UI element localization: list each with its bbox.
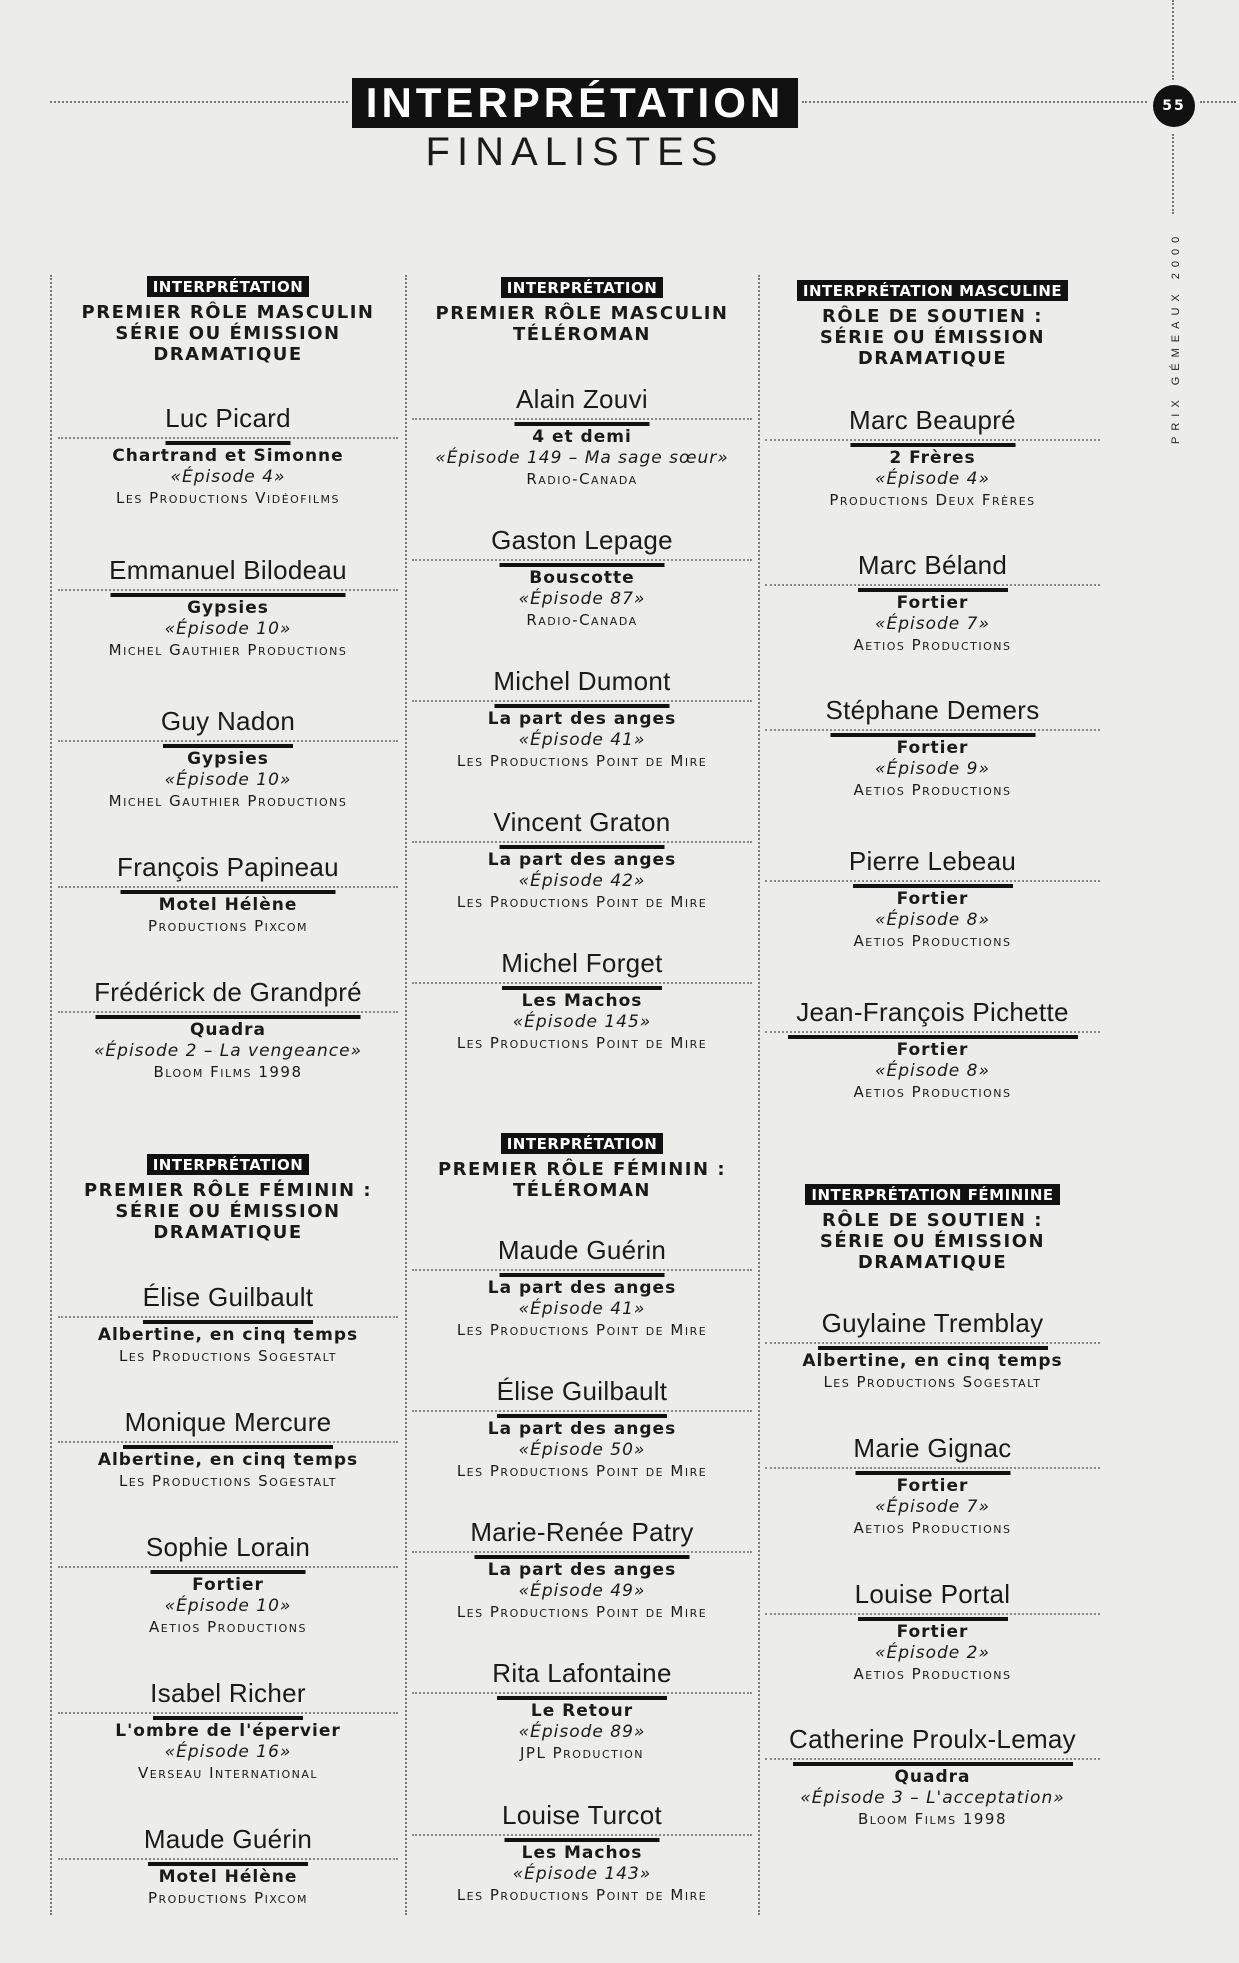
episode: «Épisode 9» <box>875 759 990 779</box>
nominee-entry <box>58 555 398 660</box>
name-rule <box>58 1564 398 1574</box>
nominee-name: Michel Dumont <box>493 666 671 696</box>
page-subtitle: FINALISTES <box>425 130 725 174</box>
show-title: Chartrand et Simonne <box>112 446 344 466</box>
name-rule <box>58 1314 398 1324</box>
nominee-entry <box>765 997 1100 1102</box>
production-company: Les Productions Point de Mire <box>456 1321 708 1339</box>
production-company: Michel Gauthier Productions <box>108 641 348 659</box>
category-title: PREMIER RÔLE MASCULIN SÉRIE OU ÉMISSION DRAMATIQUE <box>81 302 375 365</box>
nominee-name: Sophie Lorain <box>145 1532 311 1562</box>
show-title: La part des anges <box>487 1419 677 1439</box>
episode: «Épisode 145» <box>512 1012 652 1032</box>
name-rule <box>765 1756 1100 1766</box>
episode: «Épisode 41» <box>518 730 646 750</box>
page-number-badge: 55 <box>1153 85 1195 127</box>
name-rule <box>58 884 398 894</box>
episode: «Épisode 2 – La vengeance» <box>93 1041 363 1061</box>
show-title: Albertine, en cinq temps <box>97 1325 359 1345</box>
name-rule <box>58 1439 398 1449</box>
category-block <box>58 276 398 365</box>
production-company: Productions Pixcom <box>147 917 308 935</box>
production-company: JPL Production <box>520 1744 644 1762</box>
episode: «Épisode 41» <box>518 1299 646 1319</box>
episode: «Épisode 89» <box>518 1722 646 1742</box>
nominee-entry <box>765 1308 1100 1392</box>
episode: «Épisode 87» <box>518 589 646 609</box>
nominee-name: Élise Guilbault <box>496 1376 668 1406</box>
nominee-entry <box>412 1800 752 1905</box>
name-rule <box>412 1690 752 1700</box>
nominee-name: Marie Gignac <box>853 1433 1012 1463</box>
nominee-entry <box>765 846 1100 951</box>
nominee-name: Louise Portal <box>854 1579 1011 1609</box>
category-title: PREMIER RÔLE FÉMININ : TÉLÉROMAN <box>437 1159 727 1201</box>
name-rule <box>58 738 398 748</box>
show-title: Le Retour <box>530 1701 634 1721</box>
name-rule <box>58 435 398 445</box>
show-title: Motel Hélène <box>158 895 298 915</box>
nominee-entry <box>412 1658 752 1763</box>
nominee-name: Maude Guérin <box>497 1235 667 1265</box>
production-company: Verseau International <box>138 1764 318 1782</box>
show-title: La part des anges <box>487 709 677 729</box>
episode: «Épisode 143» <box>512 1864 652 1884</box>
name-rule <box>765 1029 1100 1039</box>
production-company: Michel Gauthier Productions <box>108 792 348 810</box>
show-title: 2 Frères <box>889 448 976 468</box>
episode: «Épisode 4» <box>170 467 286 487</box>
nominee-name: Jean-François Pichette <box>796 997 1069 1027</box>
category-block <box>765 280 1100 369</box>
episode: «Épisode 3 – L'acceptation» <box>800 1788 1065 1808</box>
nominee-entry <box>58 1532 398 1637</box>
nominee-entry <box>412 525 752 630</box>
nominee-name: Guylaine Tremblay <box>821 1308 1044 1338</box>
category-tag: INTERPRÉTATION <box>501 1133 664 1154</box>
episode: «Épisode 10» <box>164 770 292 790</box>
category-block <box>412 277 752 345</box>
category-block <box>412 1133 752 1201</box>
name-rule <box>412 980 752 990</box>
name-rule <box>58 1710 398 1720</box>
name-rule <box>412 1408 752 1418</box>
show-title: 4 et demi <box>532 427 632 447</box>
nominee-name: Monique Mercure <box>124 1407 332 1437</box>
nominee-entry <box>412 1235 752 1340</box>
nominee-name: Vincent Graton <box>493 807 671 837</box>
nominee-entry <box>58 706 398 811</box>
production-company: Les Productions Sogestalt <box>118 1347 338 1365</box>
nominee-entry <box>58 1824 398 1908</box>
column-divider-1 <box>405 275 407 1915</box>
nominee-name: Frédérick de Grandpré <box>94 977 362 1007</box>
nominee-entry <box>412 666 752 771</box>
episode: «Épisode 149 – Ma sage sœur» <box>435 448 729 468</box>
name-rule <box>765 437 1100 447</box>
episode: «Épisode 50» <box>518 1440 646 1460</box>
show-title: Fortier <box>896 593 969 613</box>
category-tag: INTERPRÉTATION <box>147 1154 310 1175</box>
name-rule <box>765 727 1100 737</box>
nominee-entry <box>58 1282 398 1366</box>
production-company: Les Productions Sogestalt <box>823 1373 1042 1391</box>
production-company: Les Productions Point de Mire <box>456 1034 708 1052</box>
production-company: Les Productions Point de Mire <box>456 1603 708 1621</box>
name-rule <box>58 1856 398 1866</box>
nominee-entry <box>412 948 752 1053</box>
production-company: Les Productions Vidéofilms <box>116 489 340 507</box>
nominee-entry <box>58 977 398 1082</box>
name-rule <box>765 878 1100 888</box>
nominee-name: Stéphane Demers <box>825 695 1040 725</box>
episode: «Épisode 2» <box>875 1643 990 1663</box>
nominee-entry <box>765 1433 1100 1538</box>
production-company: Aetios Productions <box>853 636 1012 654</box>
nominee-name: Emmanuel Bilodeau <box>109 555 347 585</box>
production-company: Radio-Canada <box>526 470 638 488</box>
nominee-name: Luc Picard <box>165 403 291 433</box>
name-rule <box>412 416 752 426</box>
category-title: PREMIER RÔLE MASCULIN TÉLÉROMAN <box>435 303 729 345</box>
production-company: Aetios Productions <box>853 1665 1012 1683</box>
episode: «Épisode 8» <box>875 1061 990 1081</box>
production-company: Radio-Canada <box>526 611 638 629</box>
show-title: La part des anges <box>487 1278 677 1298</box>
nominee-name: Élise Guilbault <box>142 1282 314 1312</box>
production-company: Aetios Productions <box>853 1083 1012 1101</box>
nominee-entry <box>58 852 398 936</box>
nominee-name: Michel Forget <box>501 948 663 978</box>
nominee-name: Marie-Renée Patry <box>470 1517 694 1547</box>
production-company: Aetios Productions <box>853 781 1012 799</box>
page-title: INTERPRÉTATION <box>352 78 798 128</box>
show-title: Fortier <box>896 1476 969 1496</box>
production-company: Aetios Productions <box>853 932 1012 950</box>
nominee-entry <box>765 550 1100 655</box>
nominee-name: Marc Beaupré <box>849 405 1016 435</box>
episode: «Épisode 16» <box>164 1742 292 1762</box>
show-title: Quadra <box>189 1020 267 1040</box>
show-title: Fortier <box>896 1622 969 1642</box>
show-title: Quadra <box>894 1767 971 1787</box>
production-company: Les Productions Point de Mire <box>456 752 708 770</box>
show-title: Les Machos <box>521 1843 643 1863</box>
production-company: Aetios Productions <box>853 1519 1012 1537</box>
name-rule <box>58 1009 398 1019</box>
category-tag: INTERPRÉTATION <box>147 276 310 297</box>
name-rule <box>58 587 398 597</box>
category-tag: INTERPRÉTATION FÉMININE <box>805 1184 1059 1205</box>
nominee-entry <box>765 1579 1100 1684</box>
name-rule <box>412 839 752 849</box>
episode: «Épisode 10» <box>164 619 292 639</box>
name-rule <box>412 1549 752 1559</box>
nominee-entry <box>58 1407 398 1491</box>
show-title: Fortier <box>896 889 969 909</box>
show-title: Gypsies <box>187 598 269 618</box>
production-company: Les Productions Point de Mire <box>456 893 708 911</box>
production-company: Productions Deux Frères <box>829 491 1036 509</box>
name-rule <box>765 1611 1100 1621</box>
nominee-name: Catherine Proulx-Lemay <box>789 1724 1076 1754</box>
category-title: RÔLE DE SOUTIEN : SÉRIE OU ÉMISSION DRAMATIQUE <box>819 1210 1046 1273</box>
side-dotted-line-mid <box>1172 134 1174 214</box>
nominee-name: Isabel Richer <box>150 1678 306 1708</box>
nominee-entry <box>412 807 752 912</box>
production-company: Les Productions Sogestalt <box>118 1472 338 1490</box>
nominee-name: Alain Zouvi <box>516 384 648 414</box>
nominee-name: Gaston Lepage <box>491 525 673 555</box>
nominee-name: Guy Nadon <box>160 706 296 736</box>
nominee-entry <box>765 1724 1100 1829</box>
nominee-name: Louise Turcot <box>502 1800 662 1830</box>
show-title: L'ombre de l'épervier <box>115 1721 341 1741</box>
episode: «Épisode 7» <box>875 614 990 634</box>
side-label: PRIX GÉMEAUX 2000 <box>1170 230 1182 444</box>
episode: «Épisode 8» <box>875 910 990 930</box>
show-title: La part des anges <box>487 850 677 870</box>
nominee-name: Marc Béland <box>857 550 1008 580</box>
show-title: Fortier <box>896 738 969 758</box>
nominee-entry <box>765 405 1100 510</box>
show-title: Gypsies <box>187 749 269 769</box>
production-company: Bloom Films 1998 <box>857 1810 1008 1828</box>
name-rule <box>412 1832 752 1842</box>
nominee-name: Rita Lafontaine <box>492 1658 672 1688</box>
name-rule <box>765 582 1100 592</box>
header-dotted-line-left <box>50 101 348 103</box>
production-company: Aetios Productions <box>149 1618 307 1636</box>
nominee-entry <box>412 1376 752 1481</box>
side-dotted-line-top <box>1172 0 1174 80</box>
nominee-entry <box>412 384 752 489</box>
name-rule <box>412 557 752 567</box>
category-block <box>58 1154 398 1243</box>
show-title: Bouscotte <box>529 568 635 588</box>
nominee-name: François Papineau <box>117 852 339 882</box>
nominee-entry <box>58 1678 398 1783</box>
category-tag: INTERPRÉTATION <box>501 277 664 298</box>
header-dotted-line-far-right <box>1200 101 1236 103</box>
show-title: Albertine, en cinq temps <box>97 1450 359 1470</box>
header-dotted-line-right <box>802 101 1147 103</box>
nominee-entry <box>412 1517 752 1622</box>
name-rule <box>765 1340 1100 1350</box>
show-title: Fortier <box>192 1575 264 1595</box>
show-title: Les Machos <box>521 991 643 1011</box>
name-rule <box>412 1267 752 1277</box>
production-company: Productions Pixcom <box>147 1889 308 1907</box>
show-title: Fortier <box>896 1040 969 1060</box>
category-title: RÔLE DE SOUTIEN : SÉRIE OU ÉMISSION DRAMATIQUE <box>819 306 1046 369</box>
name-rule <box>412 698 752 708</box>
nominee-name: Maude Guérin <box>143 1824 313 1854</box>
name-rule <box>765 1465 1100 1475</box>
show-title: Motel Hélène <box>158 1867 298 1887</box>
nominee-entry <box>765 695 1100 800</box>
column-divider-left <box>50 275 52 1915</box>
show-title: La part des anges <box>487 1560 677 1580</box>
episode: «Épisode 49» <box>518 1581 646 1601</box>
category-title: PREMIER RÔLE FÉMININ : SÉRIE OU ÉMISSION DRAMATIQUE <box>83 1180 373 1243</box>
column-divider-2 <box>758 275 760 1915</box>
production-company: Les Productions Point de Mire <box>456 1462 708 1480</box>
episode: «Épisode 7» <box>875 1497 990 1517</box>
nominee-name: Pierre Lebeau <box>848 846 1017 876</box>
category-tag: INTERPRÉTATION MASCULINE <box>797 280 1068 301</box>
category-block <box>765 1184 1100 1273</box>
production-company: Bloom Films 1998 <box>153 1063 303 1081</box>
show-title: Albertine, en cinq temps <box>802 1351 1063 1371</box>
episode: «Épisode 4» <box>875 469 990 489</box>
episode: «Épisode 42» <box>518 871 646 891</box>
nominee-entry <box>58 403 398 508</box>
episode: «Épisode 10» <box>164 1596 292 1616</box>
production-company: Les Productions Point de Mire <box>456 1886 708 1904</box>
